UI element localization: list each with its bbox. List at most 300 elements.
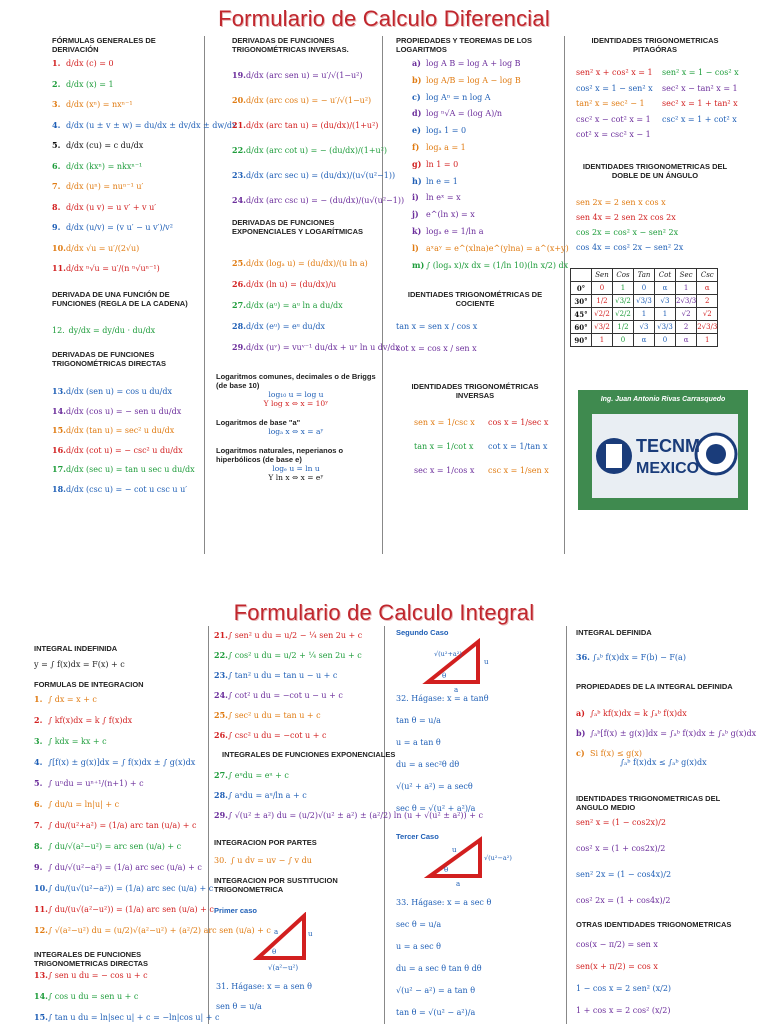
formula-text: 1 − cos x = 2 sen² (x/2) [576, 984, 672, 993]
formula-number: 3. [52, 99, 61, 109]
table-cell: 2 [676, 321, 697, 334]
tri-opp: √(u²−a²) [484, 854, 512, 862]
formula-row [214, 650, 362, 660]
heading-text: IDENTIDADES TRIGONOMÉTRICAS INVERSAS [411, 382, 539, 400]
formula-number: 13. [34, 970, 48, 980]
formula-text: ∫ eᵘdu = eᵘ + c [228, 771, 289, 780]
formula-text: ∫ cot² u du = −cot u − u + c [228, 691, 343, 700]
formula-text: ln eˣ = x [426, 193, 461, 203]
formula-text: d/dx (uᵛ) = vuᵛ⁻¹ du/dx + uᵛ ln u dv/dx [246, 343, 400, 352]
formula-number: 11. [52, 263, 66, 273]
formula-text: ∫ du/√(a²−u²) = arc sen (u/a) + c [48, 842, 182, 851]
formula-text: tan x = sen x / cos x [396, 322, 478, 331]
formula-number: 12. [34, 925, 48, 935]
table-cell: α [634, 334, 655, 347]
formula-number: 13. [52, 386, 66, 396]
prop-c-line2: ∫ₐᵇ f(x)dx ≤ ∫ₐᵇ g(x)dx [620, 758, 707, 767]
formula-row [34, 925, 271, 935]
formula-text: d/dx (u v) = u v′ + v u′ [66, 202, 157, 212]
formula-row [576, 962, 658, 971]
formula-text: ∫ u dv = uv − ∫ v du [230, 856, 312, 865]
formula-row [232, 120, 378, 130]
formula-number: j) [412, 209, 419, 220]
formula-row [412, 192, 461, 202]
formula-row [34, 757, 195, 767]
formula-text: dy/dx = dy/du · du/dx [68, 326, 156, 335]
formula-number: 36. [576, 652, 590, 662]
table-cell: 1/2 [592, 295, 613, 308]
formula-row [52, 202, 156, 212]
heading-text: IDENTIDADES TRIGONOMETRICAS DEL DOBLE DE UN ÁNGULO [582, 162, 728, 180]
table-header-cell: Sec [676, 269, 697, 282]
formula-row [576, 984, 671, 993]
formula-text: sec θ = u/a [396, 920, 442, 929]
heading-text: INTEGRAL DEFINIDA [576, 628, 652, 637]
formula-text: d/dx (eᵘ) = eᵘ du/dx [246, 322, 326, 331]
logo [592, 414, 738, 498]
formula-row [232, 145, 387, 155]
table-row [571, 282, 718, 295]
divider [382, 36, 383, 554]
formula-row [576, 198, 666, 207]
formula-row [412, 92, 491, 102]
formula-text: d/dx (sec u) = tan u sec u du/dx [66, 465, 195, 474]
formula-text: ∫ tan u du = ln|sec u| + c = −ln|cos u| + c [48, 1013, 220, 1022]
table-cell: α [697, 282, 718, 295]
formula-row [576, 896, 670, 905]
formula-number: 22. [232, 145, 246, 155]
table-cell: 0 [592, 282, 613, 295]
section-heading [580, 162, 730, 180]
formula-row [576, 243, 683, 252]
formula-number: 1. [34, 694, 43, 704]
formula-row [34, 970, 148, 980]
formula-number: 22. [214, 650, 228, 660]
divider [564, 36, 565, 554]
formula-number: 18. [52, 483, 66, 494]
formula-row: cot² x = csc² x − 1 [576, 130, 651, 139]
table-row [571, 295, 718, 308]
formula-number: 9. [34, 862, 43, 872]
section-heading [576, 628, 652, 637]
case-label: Primer caso [214, 906, 257, 915]
formula-row: cos x = 1/sec x [488, 418, 549, 427]
formula-row [52, 99, 133, 109]
formula-text: Si f(x) ≤ g(x) [590, 749, 642, 758]
formula-row [396, 760, 459, 769]
formula-text: ∫[f(x) ± g(x)]dx = ∫ f(x)dx ± ∫ g(x)dx [48, 758, 196, 767]
formula-number: 27. [214, 770, 228, 780]
heading-text: PROPIEDADES DE LA INTEGRAL DEFINIDA [576, 682, 733, 691]
formula-text: u = a tan θ [396, 738, 441, 747]
note-formula: Y log x ⇔ x = 10ʸ [263, 399, 329, 408]
formula-row [214, 690, 343, 700]
formula-number: 24. [232, 195, 246, 205]
formula-text: ∫ₐᵇ[f(x) ± g(x)]dx = ∫ₐᵇ f(x)dx ± ∫ₐᵇ g(x)dx [590, 729, 757, 738]
formula-text: √(u² + a²) = a secθ [396, 782, 473, 791]
formula-text: d/dx (arc cos u) = − u′/√(1−u²) [246, 96, 372, 105]
table-cell: 1 [676, 282, 697, 295]
formula-row: tan² x = sec² − 1 [576, 99, 645, 108]
formula-number: c) [412, 91, 421, 102]
formula-number: 14. [52, 405, 66, 416]
author-card [578, 390, 748, 510]
tri-adj: a [456, 880, 461, 888]
formula-number: 16. [52, 444, 66, 455]
heading-text: INTEGRALES DE FUNCIONES TRIGONOMETRICAS DIRECTAS [34, 950, 149, 968]
formula-text: d/dx ⁿ√u = u′/(n ⁿ√uⁿ⁻¹) [66, 264, 160, 273]
table-cell: 1 [613, 282, 634, 295]
formula-text: sen 2x = 2 sen x cos x [576, 198, 666, 207]
formula-number: 23. [214, 670, 228, 680]
formula-row [214, 670, 337, 680]
tri-angle: θ [442, 672, 447, 680]
triangle-case1 [250, 912, 330, 974]
formula-row: tan x = 1/cot x [414, 442, 474, 451]
table-cell: 30° [571, 295, 592, 308]
formula-number: m) [412, 259, 425, 270]
table-cell: α [655, 282, 676, 295]
table-row [571, 334, 718, 347]
integ-title: Formulario de Calculo Integral [233, 600, 535, 625]
formula-text: d/dx (cos u) = − sen u du/dx [66, 406, 182, 416]
formula-number: 6. [34, 799, 43, 809]
sub-32: 32. Hágase: x = a tanθ [396, 694, 489, 703]
table-cell: √3/3 [634, 295, 655, 308]
section-heading [52, 290, 202, 308]
divider [208, 626, 209, 1024]
formula-row [232, 321, 325, 331]
section-heading [232, 36, 377, 54]
formula-text: ∫ tan² u du = tan u − u + c [228, 671, 338, 680]
formula-row [34, 841, 181, 851]
note-formula: log₁₀ u = log u [268, 390, 324, 399]
formula-row [412, 125, 466, 135]
section-heading [576, 682, 733, 691]
log-notes [216, 372, 376, 482]
formula-number: 27. [232, 300, 246, 310]
formula-text: d/dx (kxⁿ) = nkxⁿ⁻¹ [66, 161, 143, 171]
formula-text: log Aⁿ = n log A [426, 92, 491, 102]
table-header-cell [571, 269, 592, 282]
formula-row: csc² x − cot² x = 1 [576, 114, 651, 124]
section-heading [214, 838, 317, 847]
table-cell: √3 [655, 295, 676, 308]
divider [566, 626, 567, 1024]
formula-number: 9. [52, 222, 61, 232]
formula-number: 2. [34, 715, 43, 725]
table-cell: 0 [655, 334, 676, 347]
section-heading [580, 36, 730, 54]
formula-row [52, 425, 174, 435]
formula-row [52, 386, 172, 396]
formula-text: ∫ du/√(u²−a²) = (1/a) arc sec (u/a) + c [48, 863, 202, 872]
formula-number: 30. [214, 856, 227, 865]
formula-text: logₐ a = 1 [426, 143, 466, 152]
table-cell: 60° [571, 321, 592, 334]
indefinite-def: y = ∫ f(x)dx = F(x) + c [34, 660, 125, 669]
formula-row [412, 75, 521, 85]
formula-row [34, 904, 214, 914]
formula-row [214, 790, 307, 800]
table-cell: √3/2 [613, 295, 634, 308]
divider [384, 626, 385, 1024]
formula-text: ∫ kdx = kx + c [48, 737, 107, 746]
formula-number: g) [412, 158, 422, 169]
table-cell: √2/2 [613, 308, 634, 321]
formula-text: ∫ √(u² ± a²) du = (u/2)√(u² ± a²) ± (a²/2) ln (u + √(u² ± a²)) + c [228, 811, 483, 820]
formula-row [412, 176, 458, 186]
heading-text: IDENTIDADES TRIGONOMETRICAS DEL ANGULO MEDIO [576, 794, 721, 812]
formula-text: d/dx (cu) = c du/dx [66, 141, 144, 150]
note-text: Logaritmos de base "a" [216, 418, 301, 427]
formula-number: 25. [214, 710, 228, 720]
heading-text: DERIVADA DE UNA FUNCIÓN DE FUNCIONES (REGLA DE LA CADENA) [52, 290, 188, 308]
formula-row [34, 883, 213, 893]
section-heading: FÓRMULAS GENERALES DE DERIVACIÓN [52, 36, 156, 54]
formula-number: 5. [52, 140, 61, 150]
formula-text: d/dx (tan u) = sec² u du/dx [66, 426, 175, 435]
formula-number: e) [412, 125, 421, 136]
formula-text: e^(ln x) = x [426, 210, 475, 220]
formula-text: ∫ du/u = ln|u| + c [48, 800, 120, 809]
formula-30 [214, 856, 312, 865]
formula-text: 1 + cos x = 2 cos² (x/2) [576, 1006, 671, 1015]
diff-title: Formulario de Calculo Diferencial [218, 6, 550, 31]
formula-row [232, 342, 400, 352]
formula-text: ln 1 = 0 [426, 159, 459, 169]
formula-number: 4. [52, 119, 61, 130]
table-row [571, 308, 718, 321]
table-cell: √3/3 [655, 321, 676, 334]
formula-row [34, 694, 97, 704]
formula-text: ∫ csc² u du = −cot u + c [228, 731, 327, 740]
formula-text: cos 4x = cos² 2x − sen² 2x [576, 243, 684, 252]
heading-text: INTEGRACION POR PARTES [214, 838, 317, 847]
formula-text: tan θ = u/a [396, 716, 441, 725]
formula-number: 6. [52, 160, 61, 171]
triangle-case3 [424, 836, 524, 888]
section-heading [34, 680, 144, 689]
formula-text: √(u² − a²) = a tan θ [396, 986, 476, 995]
formula-number: 8. [52, 201, 61, 212]
table-cell: 1/2 [613, 321, 634, 334]
formula-number: c) [576, 748, 585, 758]
formula-row: sen² x = 1 − cos² x [662, 68, 739, 77]
formula-row [412, 142, 466, 152]
table-cell: √2 [676, 308, 697, 321]
formula-row [52, 222, 173, 232]
formula-text: d/dx (aᵘ) = aᵘ ln a du/dx [246, 301, 343, 310]
formula-text: d/dx (ln u) = (du/dx)/u [246, 280, 337, 289]
table-cell: α [676, 334, 697, 347]
formula-text: cos 2x = cos² x − sen² 2x [576, 228, 679, 237]
formula-text: cos² x = (1 + cos2x)/2 [576, 844, 666, 853]
formula-number: 8. [34, 841, 43, 851]
formula-text: d/dx (arc sen u) = u′/√(1−u²) [246, 71, 363, 80]
formula-row [52, 464, 195, 474]
formula-row [52, 445, 183, 455]
formula-row [214, 710, 321, 720]
formula-row [396, 738, 441, 747]
formula-number: 3. [34, 736, 43, 746]
formula-number: 21. [214, 630, 228, 640]
formula-row [412, 260, 568, 270]
heading-text: OTRAS IDENTIDADES TRIGONOMETRICAS [576, 920, 732, 929]
heading-text: IDENTIADES TRIGONOMÉTRICAS DE COCIENTE [407, 290, 543, 308]
formula-text: ∫ₐᵇ kf(x)dx = k ∫ₐᵇ f(x)dx [590, 709, 687, 718]
formula-number: 10. [34, 883, 48, 893]
formula-row [396, 344, 477, 353]
formula-row: csc² x = 1 + cot² x [662, 114, 737, 124]
formula-row: sen x = 1/csc x [414, 418, 475, 427]
formula-number: 11. [34, 904, 48, 914]
formula-number: 28. [214, 790, 228, 800]
heading-text: IDENTIDADES TRIGONOMETRICAS PITAGÓRAS [591, 36, 719, 54]
formula-number: 29. [232, 342, 246, 352]
formula-row [576, 213, 676, 222]
formula-text: ∫ cos² u du = u/2 + ¼ sen 2u + c [228, 651, 362, 660]
formula-row [232, 95, 371, 105]
formula-text: ∫ cos u du = sen u + c [48, 992, 139, 1001]
formula-text: ∫ₐᵇ f(x)dx = F(b) − F(a) [592, 653, 686, 662]
tri-hyp: u [452, 846, 457, 854]
formula-row [34, 1012, 220, 1022]
note-formula: Y ln x ⇔ x = eʸ [268, 473, 324, 482]
formula-text: ∫ kf(x)dx = k ∫ f(x)dx [48, 716, 133, 725]
formula-number: 21. [232, 120, 246, 130]
formula-text: ∫ √(a²−u²) du = (u/2)√(a²−u²) + (a²/2) arc sen (u/a) + c [48, 926, 271, 935]
formula-row [576, 818, 666, 827]
formula-row [52, 484, 187, 494]
formula-row [34, 862, 202, 872]
formula-text: cot x = cos x / sen x [396, 344, 477, 353]
formula-number: 20. [232, 95, 246, 105]
formula-row: sec x = 1/cos x [414, 466, 475, 475]
case-label: Segundo Caso [396, 628, 449, 637]
formula-row [412, 209, 475, 219]
formula-text: sen² 2x = (1 − cos4x)/2 [576, 870, 672, 879]
table-cell: 1 [655, 308, 676, 321]
note-text: Logaritmos naturales, neperianos o hiperbólicos (de base e) [216, 446, 344, 464]
formula-text: d/dx (arc tan u) = (du/dx)/(1+u²) [246, 121, 379, 130]
section-heading [34, 950, 204, 968]
formula-number: 4. [34, 757, 43, 767]
formula-row: sec² x = 1 + tan² x [662, 99, 738, 108]
formula-number: 25. [232, 258, 246, 268]
formula-row: sec² x − tan² x = 1 [662, 83, 738, 93]
formula-number: d) [412, 108, 422, 119]
formula-text: cos² 2x = (1 + cos4x)/2 [576, 896, 671, 905]
formula-text: ∫ sen² u du = u/2 − ¼ sen 2u + c [228, 631, 363, 640]
formula-row [412, 108, 502, 118]
formula-text: du = a sec θ tan θ dθ [396, 964, 482, 973]
formula-text: logₐ e = 1/ln a [426, 227, 484, 236]
formula-row [412, 243, 569, 253]
case-label: Tercer Caso [396, 832, 439, 841]
formula-number: 24. [214, 690, 228, 700]
formula-number: 28. [232, 321, 246, 331]
formula-row [576, 748, 642, 758]
formula-number: f) [412, 142, 420, 152]
table-cell: √2/2 [592, 308, 613, 321]
formula-number: 26. [232, 279, 246, 289]
table-cell: √3 [634, 321, 655, 334]
formula-row [34, 715, 132, 725]
heading-text: INTEGRALES DE FUNCIONES EXPONENCIALES [222, 750, 396, 759]
note-formula: logₐ x ⇔ x = aʸ [268, 427, 324, 436]
formula-row [396, 942, 441, 951]
author-name: Ing. Juan Antonio Rivas Carrasquedo [600, 396, 726, 403]
formula-text: d/dx (u ± v ± w) = du/dx ± dv/dx ± dw/dx [66, 120, 237, 130]
table-cell: 1 [697, 334, 718, 347]
formula-number: b) [576, 728, 586, 738]
formula-text: cos(x − π/2) = sen x [576, 940, 658, 949]
formula-text: d/dx (x) = 1 [66, 79, 114, 89]
formula-text: d/dx (csc u) = − cot u csc u u′ [66, 484, 188, 494]
diff-col1 [52, 36, 202, 54]
formula-text: ∫ sen u du = − cos u + c [48, 971, 148, 980]
formula-text: ∫ (logₐ x)/x dx = (1/ln 10)(ln x/2) dx [426, 260, 569, 270]
divider [204, 36, 205, 554]
section-heading [222, 750, 395, 759]
formula-text: d/dx (logₐ u) = (du/dx)/(u ln a) [246, 259, 368, 268]
formula-number: 10. [52, 242, 66, 253]
formula-row [52, 120, 237, 130]
formula-row [396, 920, 441, 929]
formula-number: 15. [34, 1012, 48, 1022]
formula-row [52, 79, 114, 89]
formula-text: logₐ 1 = 0 [426, 126, 467, 136]
formula-text: ∫ dx = x + c [48, 695, 97, 704]
table-header-cell: Csc [697, 269, 718, 282]
formula-row [576, 708, 687, 718]
formula-row [52, 161, 142, 171]
table-cell: 1 [634, 308, 655, 321]
formula-row: sen² x + cos² x = 1 [576, 68, 653, 77]
formula-text: d/dx (cot u) = − csc² u du/dx [66, 445, 183, 455]
sub-31: 31. Hágase: x = a sen θ [216, 982, 312, 991]
formula-text: aˣaʸ = e^(xlna)e^(ylna) = a^(x+y) [426, 243, 569, 253]
formula-number: 26. [214, 730, 228, 740]
heading-text: INTEGRACION POR SUSTITUCION TRIGONOMETRICA [214, 876, 338, 894]
logo-text: TECNM [636, 436, 700, 456]
formula-number: 2. [52, 78, 61, 89]
formula-text: u = a sec θ [396, 942, 441, 951]
tri-opp: u [484, 658, 489, 666]
formula-number: l) [412, 242, 419, 253]
heading-text: DERIVADAS DE FUNCIONES TRIGONOMÉTRICAS DIRECTAS [52, 350, 167, 368]
formula-number: a) [412, 58, 421, 68]
formula-row [412, 58, 521, 68]
table-cell: √2 [697, 308, 718, 321]
formula-row [232, 258, 368, 268]
tri-angle: θ [272, 948, 277, 956]
tri-adj: √(a²−u²) [268, 964, 299, 972]
heading-text: DERIVADAS DE FUNCIONES EXPONENCIALES Y LOGARÍTMICAS [232, 218, 363, 236]
formula-text: d/dx (arc cot u) = − (du/dx)/(1+u²) [246, 146, 388, 155]
table-cell: 2√3/3 [697, 321, 718, 334]
formula-row: cot x = 1/tan x [488, 442, 548, 451]
formula-number: 7. [52, 181, 61, 191]
formula-row: cos² x = 1 − sen² x [576, 83, 653, 93]
formula-row: csc x = 1/sen x [488, 466, 549, 475]
formula-text: d/dx (arc sec u) = (du/dx)/(u√(u²−1)) [246, 171, 396, 180]
formula-row [576, 728, 756, 738]
formula-text: du = a sec²θ dθ [396, 760, 460, 769]
formula-12 [52, 326, 155, 335]
table-cell: 0 [613, 334, 634, 347]
